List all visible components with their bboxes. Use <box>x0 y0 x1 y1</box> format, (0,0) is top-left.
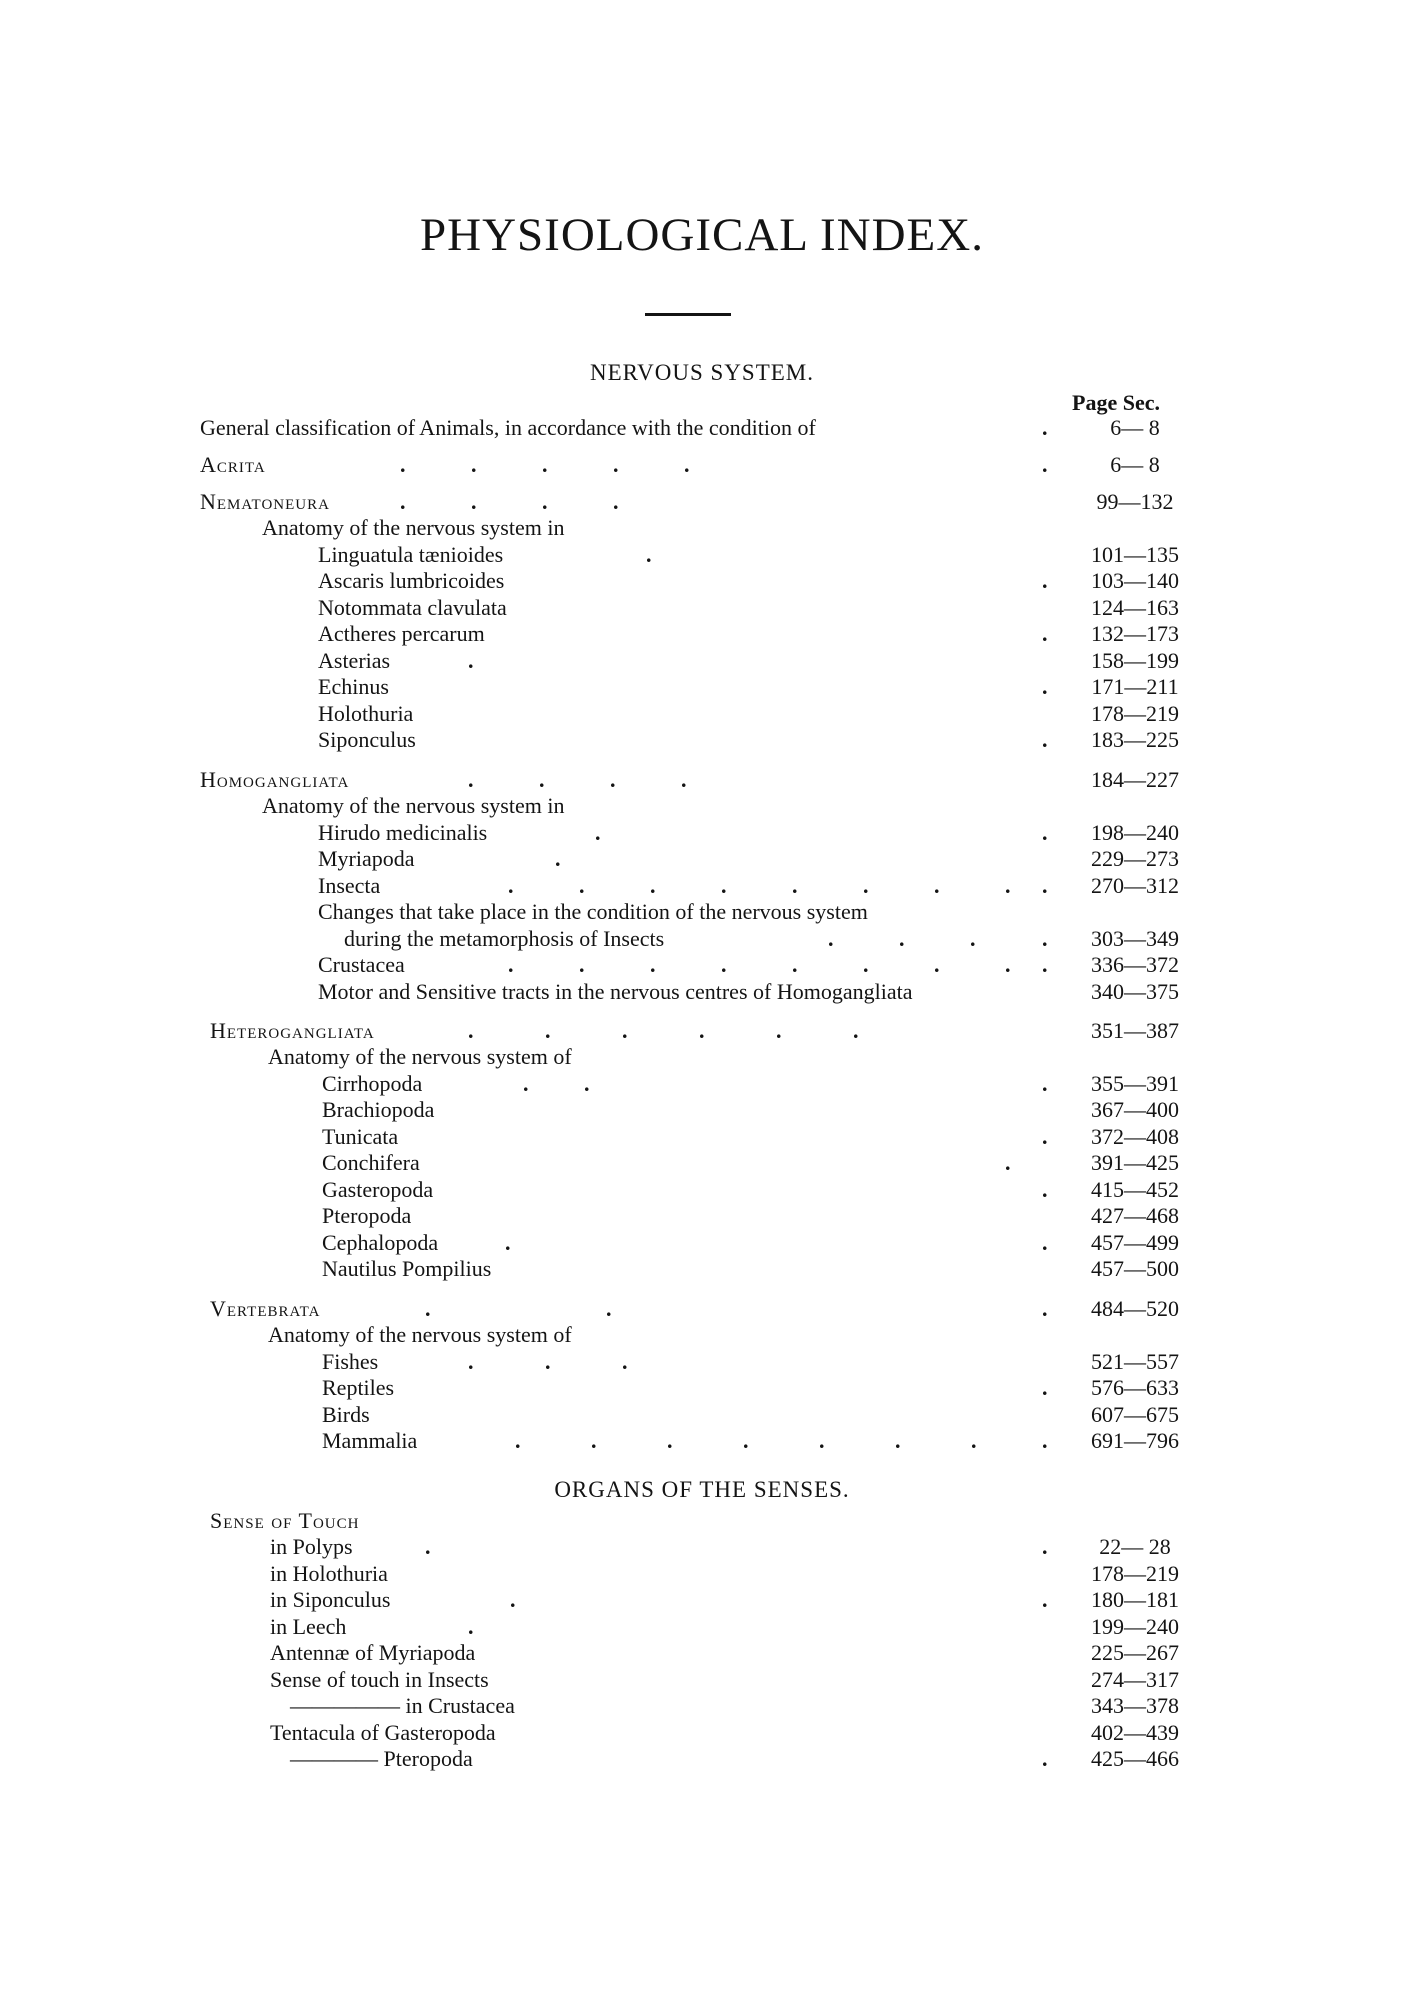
leader-dots: . . . . <box>400 489 619 514</box>
leader-dots: . <box>1005 1150 1011 1175</box>
entry-reference: 101—135 <box>1091 542 1179 567</box>
entry-reference: 199—240 <box>1091 1614 1179 1639</box>
index-entry <box>0 925 1404 952</box>
entry-reference: 351—387 <box>1091 1018 1179 1043</box>
entry-reference: 391—425 <box>1091 1150 1179 1175</box>
entry-label: in Polyps <box>270 1534 353 1559</box>
entry-reference: 303—349 <box>1091 926 1179 951</box>
entry-reference: 171—211 <box>1091 674 1179 699</box>
entry-label: Ascaris lumbricoides <box>318 568 505 593</box>
entry-reference: 484—520 <box>1091 1296 1179 1321</box>
leader-dots: . . . <box>468 1349 628 1374</box>
entry-reference: 372—408 <box>1091 1124 1179 1149</box>
entry-label: Siponculus <box>318 727 416 752</box>
entry-label: Insecta <box>318 873 381 898</box>
leader-dots: . <box>468 1614 474 1639</box>
leader-dots: . <box>646 542 652 567</box>
entry-reference: 158—199 <box>1091 648 1179 673</box>
entry-label: in Holothuria <box>270 1561 388 1586</box>
index-entry <box>0 541 1404 568</box>
entry-label: Changes that take place in the condition of the nervous system <box>318 899 868 924</box>
entry-reference: 340—375 <box>1091 979 1179 1004</box>
index-entry <box>0 898 1404 925</box>
leader-dots: . . . . . . . <box>515 1428 977 1453</box>
entry-label: Cirrhopoda <box>322 1071 423 1096</box>
leader-dots: . <box>505 1230 511 1255</box>
column-header: Page Sec. <box>1072 390 1160 415</box>
entry-label: Brachiopoda <box>322 1097 435 1122</box>
entry-label: Antennæ of Myriapoda <box>270 1640 476 1665</box>
index-entry <box>0 819 1404 846</box>
leader-dot: . <box>1042 820 1048 845</box>
entry-reference: 103—140 <box>1091 568 1179 593</box>
index-entry <box>0 700 1404 727</box>
index-entry <box>0 1255 1404 1282</box>
leader-dots: . . . . . . . . <box>508 952 1011 977</box>
index-entry <box>0 673 1404 700</box>
index-entry <box>0 451 1404 478</box>
entry-reference: 274—317 <box>1091 1667 1179 1692</box>
leader-dot: . <box>1042 1428 1048 1453</box>
index-entry <box>0 1719 1404 1746</box>
index-entry <box>0 1613 1404 1640</box>
index-entry <box>0 1096 1404 1123</box>
entry-label: Cephalopoda <box>322 1230 439 1255</box>
entry-label: in Leech <box>270 1614 347 1639</box>
index-entry <box>0 1321 1404 1348</box>
entry-reference: 521—557 <box>1091 1349 1179 1374</box>
leader-dots: . <box>510 1587 516 1612</box>
entry-label: Reptiles <box>322 1375 395 1400</box>
entry-label: Hirudo medicinalis <box>318 820 488 845</box>
leader-dots: . <box>555 846 561 871</box>
leader-dot: . <box>1042 1177 1048 1202</box>
entry-reference: 425—466 <box>1091 1746 1179 1771</box>
index-entry <box>0 1586 1404 1613</box>
index-entry <box>0 1176 1404 1203</box>
index-entry <box>0 514 1404 541</box>
entry-label: in Siponculus <box>270 1587 391 1612</box>
index-entry <box>0 1666 1404 1693</box>
title-rule <box>645 313 731 316</box>
leader-dots: . . . . <box>468 767 687 792</box>
leader-dot: . <box>1042 952 1048 977</box>
index-entry <box>0 414 1404 441</box>
entry-reference: 607—675 <box>1091 1402 1179 1427</box>
entry-reference: 415—452 <box>1091 1177 1179 1202</box>
entry-label: Vertebrata <box>210 1296 321 1321</box>
entry-label: Anatomy of the nervous system of <box>268 1044 572 1069</box>
leader-dot: . <box>1042 1296 1048 1321</box>
index-entry <box>0 1017 1404 1044</box>
section-heading-organs-of-senses: ORGANS OF THE SENSES. <box>554 1477 850 1502</box>
index-entry <box>0 845 1404 872</box>
index-entry <box>0 594 1404 621</box>
index-entry <box>0 872 1404 899</box>
entry-reference: 229—273 <box>1091 846 1179 871</box>
index-entry <box>0 792 1404 819</box>
leader-dot: . <box>1042 926 1048 951</box>
leader-dots: . . <box>425 1296 612 1321</box>
entry-label: Pteropoda <box>322 1203 412 1228</box>
leader-dot: . <box>1042 1746 1048 1771</box>
entry-label: Holothuria <box>318 701 414 726</box>
entry-label: Homogangliata <box>200 767 350 792</box>
entry-reference: 402—439 <box>1091 1720 1179 1745</box>
entry-label: Motor and Sensitive tracts in the nervous centres of Homogangliata <box>318 979 913 1004</box>
entry-reference: 343—378 <box>1091 1693 1179 1718</box>
entry-label: Myriapoda <box>318 846 415 871</box>
leader-dot: . <box>1042 873 1048 898</box>
entry-reference: 225—267 <box>1091 1640 1179 1665</box>
leader-dots: . . . . . . <box>468 1018 859 1043</box>
index-entry <box>0 1202 1404 1229</box>
entry-reference: 457—500 <box>1091 1256 1179 1281</box>
entry-label: Tentacula of Gasteropoda <box>270 1720 496 1745</box>
entry-label: Gasteropoda <box>322 1177 434 1202</box>
index-entry <box>0 1507 1404 1534</box>
index-entry <box>0 1401 1404 1428</box>
entry-label: ———— Pteropoda <box>290 1746 473 1771</box>
entry-reference: 367—400 <box>1091 1097 1179 1122</box>
index-entry <box>0 1533 1404 1560</box>
entry-label: ————— in Crustacea <box>290 1693 515 1718</box>
entry-label: Actheres percarum <box>318 621 485 646</box>
leader-dot: . <box>1042 727 1048 752</box>
index-entry <box>0 567 1404 594</box>
entry-label: Anatomy of the nervous system in <box>262 515 565 540</box>
index-entry <box>0 1149 1404 1176</box>
entry-label: Heterogangliata <box>210 1018 375 1043</box>
leader-dot: . <box>1042 621 1048 646</box>
index-entry <box>0 1639 1404 1666</box>
entry-label: Sense of Touch <box>210 1508 360 1533</box>
entry-label: Anatomy of the nervous system of <box>268 1322 572 1347</box>
entry-reference: 180—181 <box>1091 1587 1179 1612</box>
entry-label: Birds <box>322 1402 370 1427</box>
entry-label: Echinus <box>318 674 389 699</box>
index-entry <box>0 1229 1404 1256</box>
leader-dot: . <box>1042 1071 1048 1096</box>
leader-dot: . <box>1042 1230 1048 1255</box>
entry-reference: 427—468 <box>1091 1203 1179 1228</box>
entry-reference: 132—173 <box>1091 621 1179 646</box>
leader-dot: . <box>1042 1375 1048 1400</box>
leader-dots: . . . . . . . . <box>508 873 1011 898</box>
index-entry <box>0 978 1404 1005</box>
index-entry <box>0 726 1404 753</box>
index-entry <box>0 1374 1404 1401</box>
index-entry <box>0 647 1404 674</box>
entry-label: Tunicata <box>322 1124 399 1149</box>
entry-label: Crustacea <box>318 952 405 977</box>
entry-label: General classification of Animals, in accordance with the condition of <box>200 415 816 440</box>
entry-label: Acrita <box>200 452 266 477</box>
entry-reference: 198—240 <box>1091 820 1179 845</box>
entry-label: Conchifera <box>322 1150 420 1175</box>
entry-label: Sense of touch in Insects <box>270 1667 489 1692</box>
leader-dot: . <box>1042 674 1048 699</box>
index-entry <box>0 1348 1404 1375</box>
index-entry <box>0 1692 1404 1719</box>
index-entry <box>0 620 1404 647</box>
index-entry <box>0 766 1404 793</box>
entry-reference: 184—227 <box>1091 767 1179 792</box>
leader-dots: . . . <box>828 926 976 951</box>
leader-dot: . <box>1042 452 1048 477</box>
entry-reference: 178—219 <box>1091 1561 1179 1586</box>
leader-dot: . <box>1042 568 1048 593</box>
leader-dots: . <box>595 820 601 845</box>
index-entry <box>0 1123 1404 1150</box>
section-heading-nervous-system: NERVOUS SYSTEM. <box>589 360 815 385</box>
page-title: PHYSIOLOGICAL INDEX. <box>420 209 984 261</box>
leader-dots: . . . . . <box>400 452 690 477</box>
entry-reference: 691—796 <box>1091 1428 1179 1453</box>
leader-dots: . . <box>523 1071 590 1096</box>
entry-reference: 124—163 <box>1091 595 1179 620</box>
entry-label: Mammalia <box>322 1428 418 1453</box>
entry-label: Asterias <box>318 648 391 673</box>
entry-label: Notommata clavulata <box>318 595 507 620</box>
leader-dot: . <box>1042 415 1048 440</box>
leader-dots: . <box>425 1534 431 1559</box>
entry-reference: 355—391 <box>1091 1071 1179 1096</box>
entry-reference: 270—312 <box>1091 873 1179 898</box>
entry-label: Fishes <box>322 1349 379 1374</box>
index-entry <box>0 488 1404 515</box>
entry-label: during the metamorphosis of Insects <box>344 926 665 951</box>
entry-reference: 178—219 <box>1091 701 1179 726</box>
entry-reference: 99—132 <box>1096 489 1174 514</box>
index-entry <box>0 1295 1404 1322</box>
index-entry <box>0 1427 1404 1454</box>
index-entry <box>0 1560 1404 1587</box>
entry-reference: 576—633 <box>1091 1375 1179 1400</box>
entry-reference: 336—372 <box>1091 952 1179 977</box>
entry-label: Nematoneura <box>200 489 330 514</box>
entry-reference: 6— 8 <box>1110 415 1160 440</box>
entry-reference: 6— 8 <box>1110 452 1160 477</box>
index-entry <box>0 1070 1404 1097</box>
entry-label: Nautilus Pompilius <box>322 1256 492 1281</box>
entry-label: Anatomy of the nervous system in <box>262 793 565 818</box>
entry-label: Linguatula tænioides <box>318 542 504 567</box>
index-entry <box>0 1043 1404 1070</box>
entry-reference: 457—499 <box>1091 1230 1179 1255</box>
index-entry <box>0 1745 1404 1772</box>
leader-dot: . <box>1042 1587 1048 1612</box>
entry-reference: 183—225 <box>1091 727 1179 752</box>
leader-dot: . <box>1042 1534 1048 1559</box>
leader-dots: . <box>468 648 474 673</box>
index-entry <box>0 951 1404 978</box>
leader-dot: . <box>1042 1124 1048 1149</box>
entry-reference: 22— 28 <box>1099 1534 1171 1559</box>
